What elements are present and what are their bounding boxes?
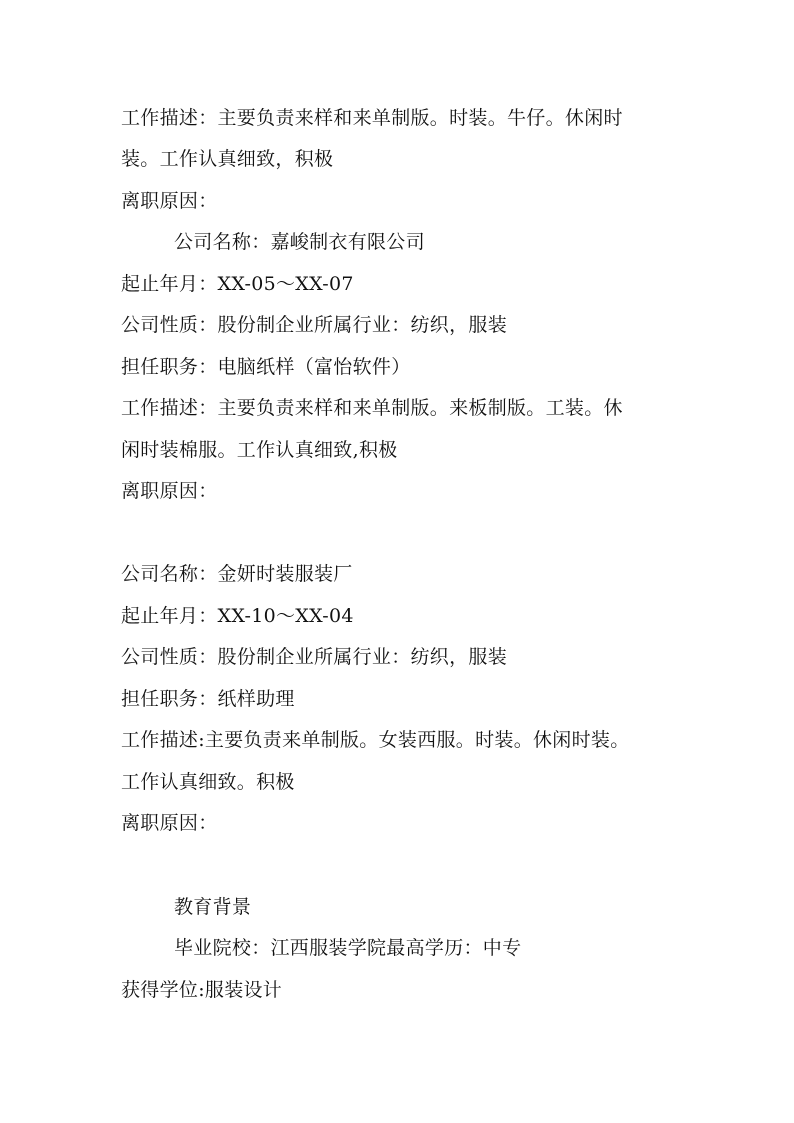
education-school: 毕业院校：江西服装学院最高学历：中专 [174, 937, 522, 959]
leave-reason-1: 离职原因： [121, 190, 218, 212]
company-name-2: 公司名称：嘉峻制衣有限公司 [174, 231, 425, 253]
education-heading: 教育背景 [174, 896, 252, 918]
job-description-2-line-2: 闲时装棉服。工作认真细致,积极 [121, 439, 398, 461]
job-description-3-line-1: 工作描述:主要负责来单制版。女装西服。时装。休闲时装。 [121, 729, 630, 751]
job-description-2-line-1: 工作描述：主要负责来样和来单制版。来板制版。工装。休 [121, 397, 623, 419]
company-type-2: 公司性质：股份制企业所属行业：纺织，服装 [121, 314, 508, 336]
job-description-1-line-2: 装。工作认真细致，积极 [121, 148, 334, 170]
leave-reason-2: 离职原因： [121, 480, 218, 502]
company-name-3: 公司名称：金妍时装服装厂 [121, 563, 353, 585]
education-degree: 获得学位:服装设计 [121, 979, 283, 1001]
employment-period-3: 起止年月：XX-10～XX-04 [121, 605, 354, 627]
position-3: 担任职务：纸样助理 [121, 688, 295, 710]
position-2: 担任职务：电脑纸样（富怡软件） [121, 356, 411, 378]
company-type-3: 公司性质：股份制企业所属行业：纺织，服装 [121, 646, 508, 668]
employment-period-2: 起止年月：XX-05～XX-07 [121, 273, 354, 295]
leave-reason-3: 离职原因： [121, 812, 218, 834]
job-description-3-line-2: 工作认真细致。积极 [121, 771, 295, 793]
job-description-1-line-1: 工作描述：主要负责来样和来单制版。时装。牛仔。休闲时 [121, 107, 623, 129]
